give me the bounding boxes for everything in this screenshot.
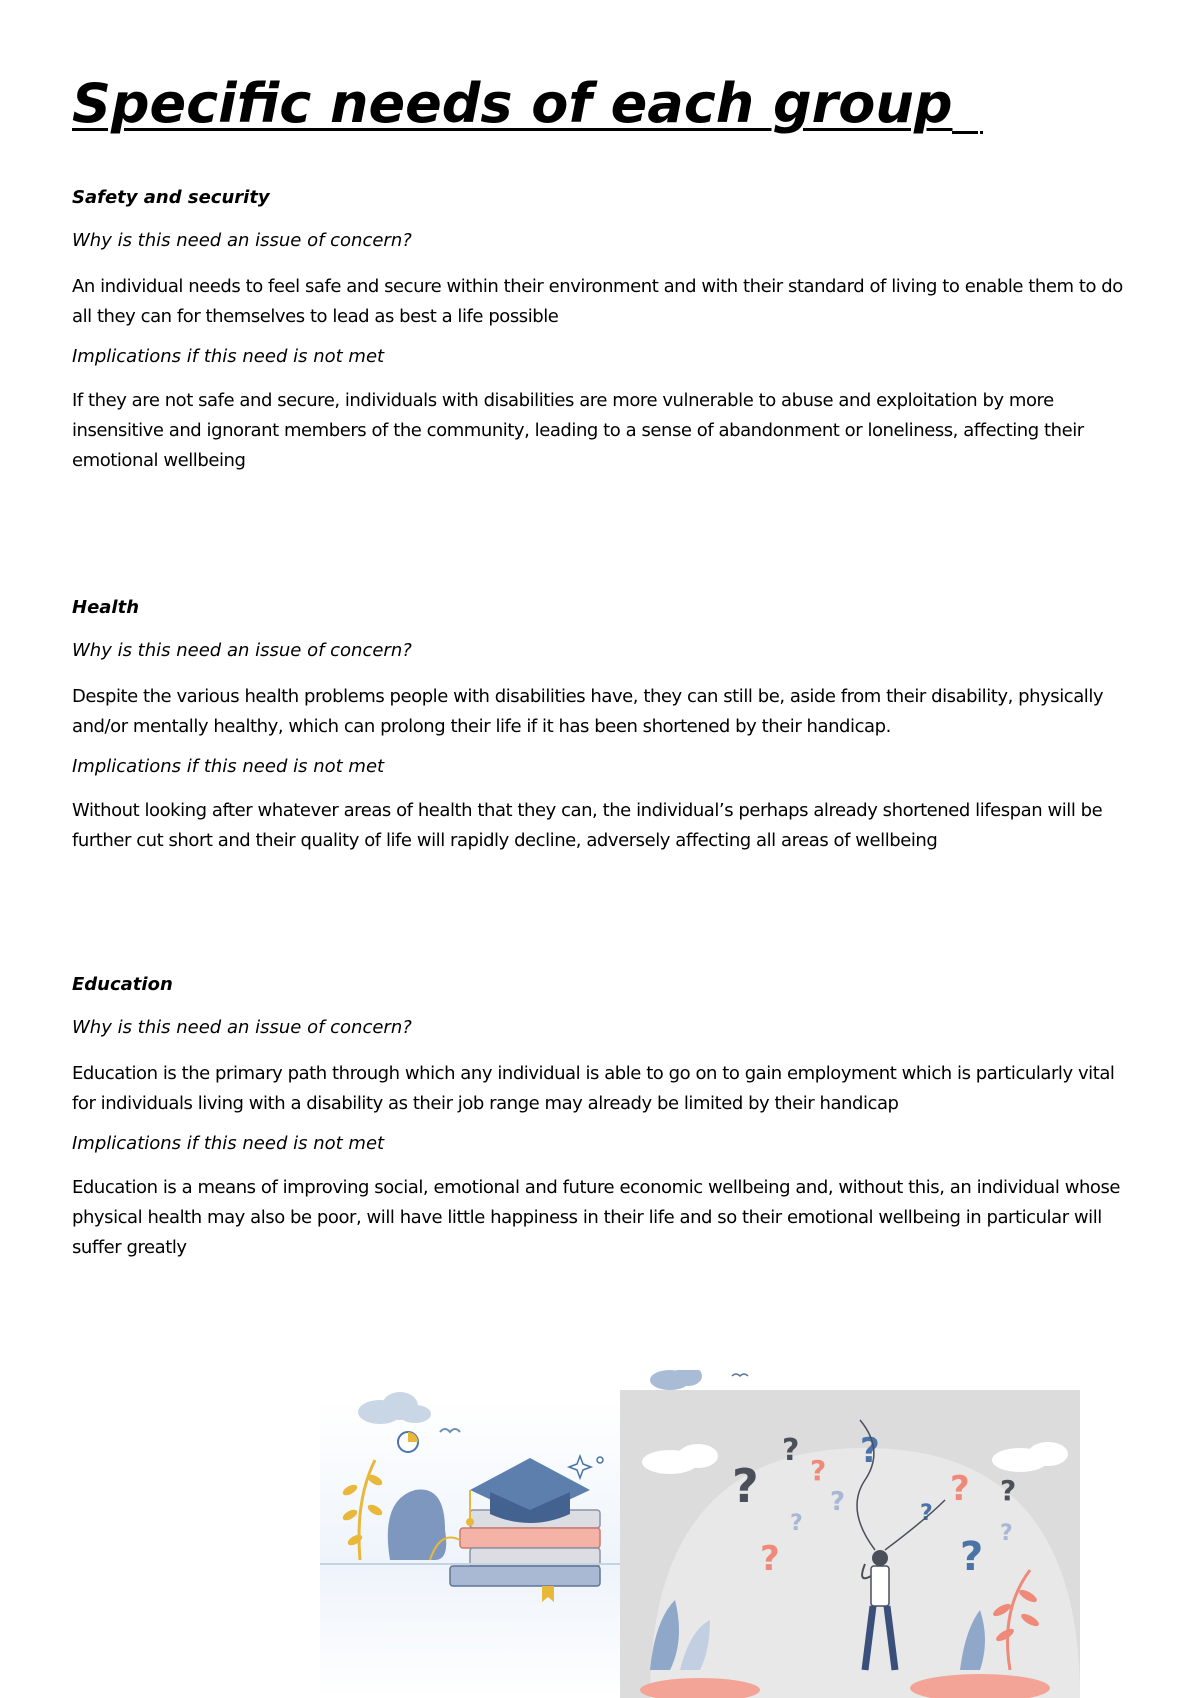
concern-answer: Despite the various health problems people with disabilities have, they can still be, aside from their disability, physically and/or mentally healthy, which can prolong their life if it has been shortened by their handicap.	[72, 686, 1104, 737]
bird-icon	[732, 1374, 748, 1376]
section-education	[72, 974, 1132, 1263]
education-illustration	[320, 1392, 620, 1698]
question-mark-icon: ?	[960, 1534, 984, 1580]
concern-question: Why is this need an issue of concern?	[72, 640, 412, 661]
question-mark-icon: ?	[760, 1539, 780, 1579]
question-mark-icon: ?	[782, 1433, 800, 1468]
cloud-icon	[358, 1392, 431, 1424]
pie-chart-icon	[398, 1432, 418, 1452]
illustrations-group	[320, 1370, 1080, 1698]
implication-label: Implications if this need is not met	[72, 756, 385, 777]
section-heading: Safety and security	[72, 187, 270, 208]
title-dot	[980, 131, 983, 134]
question-mark-icon: ?	[830, 1487, 846, 1517]
implication-text: If they are not safe and secure, individuals with disabilities are more vulnerable to abuse and exploitation by more insensitive and ignorant members of the community, leading to a sense of abandonment or loneliness, affecting their emotional wellbeing	[72, 390, 1084, 471]
question-mark-icon: ?	[860, 1431, 880, 1471]
question-marks-illustration	[620, 1370, 1080, 1698]
question-mark-icon: ?	[920, 1501, 933, 1526]
section-heading: Education	[72, 974, 173, 995]
section-health	[72, 597, 1132, 856]
question-mark-icon: ?	[950, 1469, 970, 1509]
implication-label: Implications if this need is not met	[72, 346, 385, 367]
question-mark-icon: ?	[1000, 1474, 1017, 1507]
page-title-text: Specific needs of each group	[72, 72, 953, 135]
question-mark-icon: ?	[732, 1459, 759, 1513]
implication-text: Education is a means of improving social, emotional and future economic wellbeing and, without this, an individual whose physical health may also be poor, will have little happiness in their life and so their emotional wellbeing in particular will suffer greatly	[72, 1177, 1121, 1258]
concern-answer: Education is the primary path through which any individual is able to go on to gain employment which is particularly vital for individuals living with a disability as their job range may already be limited by their handicap	[72, 1063, 1115, 1114]
question-mark-icon: ?	[1000, 1521, 1013, 1546]
concern-question: Why is this need an issue of concern?	[72, 1017, 412, 1038]
implication-text: Without looking after whatever areas of health that they can, the individual’s perhaps already shortened lifespan will be further cut short and their quality of life will rapidly decline, adversely affecting all areas of wellbeing	[72, 800, 1103, 851]
concern-answer: An individual needs to feel safe and secure within their environment and with their standard of living to enable them to do all they can for themselves to lead as best a life possible	[72, 276, 1123, 327]
cloud-icon	[650, 1370, 702, 1390]
page-title	[72, 70, 983, 138]
title-underline-trail	[952, 131, 978, 134]
question-mark-icon: ?	[810, 1454, 827, 1487]
implication-label: Implications if this need is not met	[72, 1133, 385, 1154]
question-mark-icon: ?	[790, 1511, 803, 1536]
section-heading: Health	[72, 597, 140, 618]
concern-question: Why is this need an issue of concern?	[72, 230, 412, 251]
section-safety-and-security	[72, 187, 1132, 476]
